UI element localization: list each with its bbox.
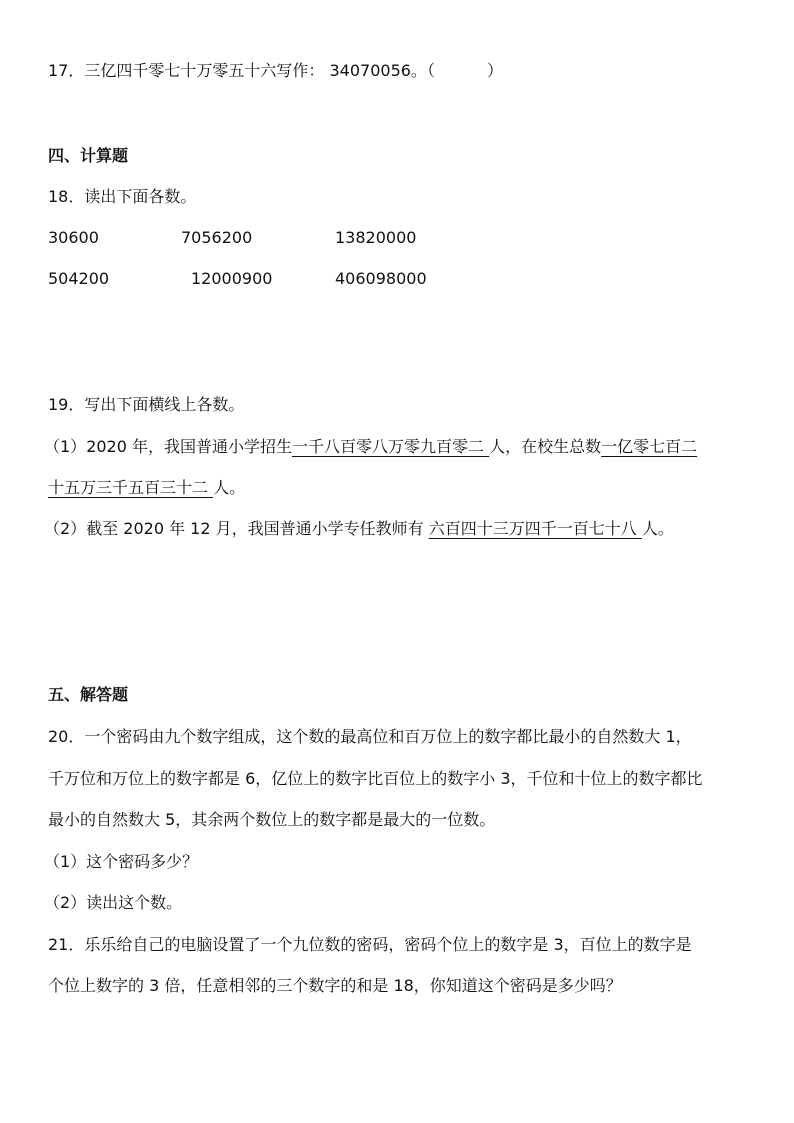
question-17 xyxy=(48,60,503,82)
underlined-number: 一亿零七百二 xyxy=(601,437,698,456)
question-17-close-paren: ） xyxy=(486,61,503,80)
part-text: 人，在校生总数 xyxy=(489,437,602,456)
part-text: 2020 年，我国普通小学招生 xyxy=(86,437,292,456)
part-label: （1） xyxy=(44,437,87,456)
question-21-line: 个位上数字的 3 倍，任意相邻的三个数字的和是 18，你知道这个密码是多少吗？ xyxy=(48,976,622,995)
question-19-part-1 xyxy=(44,436,697,458)
question-19-part-1-cont xyxy=(48,477,245,499)
part-label: （2） xyxy=(44,519,87,538)
question-20-line: 20．一个密码由九个数字组成，这个数的最高位和百万位上的数字都比最小的自然数大 1， xyxy=(48,727,692,746)
number-item: 13820000 xyxy=(335,228,417,247)
question-19-text: 19．写出下面横线上各数。 xyxy=(48,395,245,414)
question-20-sub-1: （1）这个密码多少？ xyxy=(44,852,199,871)
question-20-line: 千万位和万位上的数字都是 6，亿位上的数字比百位上的数字小 3，千位和十位上的数字都比 xyxy=(48,769,703,788)
question-18-text: 18．读出下面各数。 xyxy=(48,187,197,206)
question-21-line: 21．乐乐给自己的电脑设置了一个九位数的密码，密码个位上的数字是 3，百位上的数字是 xyxy=(48,935,692,954)
question-20-line: 最小的自然数大 5，其余两个数位上的数字都是最大的一位数。 xyxy=(48,810,496,829)
number-item: 30600 xyxy=(48,228,99,247)
number-item: 406098000 xyxy=(335,269,427,288)
number-item: 7056200 xyxy=(181,228,253,247)
number-item: 504200 xyxy=(48,269,110,288)
part-text: 截至 2020 年 12 月，我国普通小学专任教师有 xyxy=(86,519,424,538)
part-text: 人。 xyxy=(213,478,246,497)
underlined-number: 十五万三千五百三十二 xyxy=(48,478,209,497)
section-5-title: 五、解答题 xyxy=(48,685,129,704)
question-17-value: 34070056。 xyxy=(329,61,427,80)
section-4-title: 四、计算题 xyxy=(48,146,129,165)
question-19-part-2 xyxy=(44,518,674,540)
underlined-number: 六百四十三万四千一百七十八 xyxy=(428,519,637,538)
question-17-text: 三亿四千零七十万零五十六写作： xyxy=(84,61,325,80)
question-17-open-paren: （ xyxy=(426,61,435,80)
question-17-number: 17． xyxy=(48,61,85,80)
number-item: 12000900 xyxy=(191,269,273,288)
part-text: 人。 xyxy=(641,519,674,538)
underlined-number: 一千八百零八万零九百零二 xyxy=(292,437,485,456)
question-20-sub-2: （2）读出这个数。 xyxy=(44,893,183,912)
